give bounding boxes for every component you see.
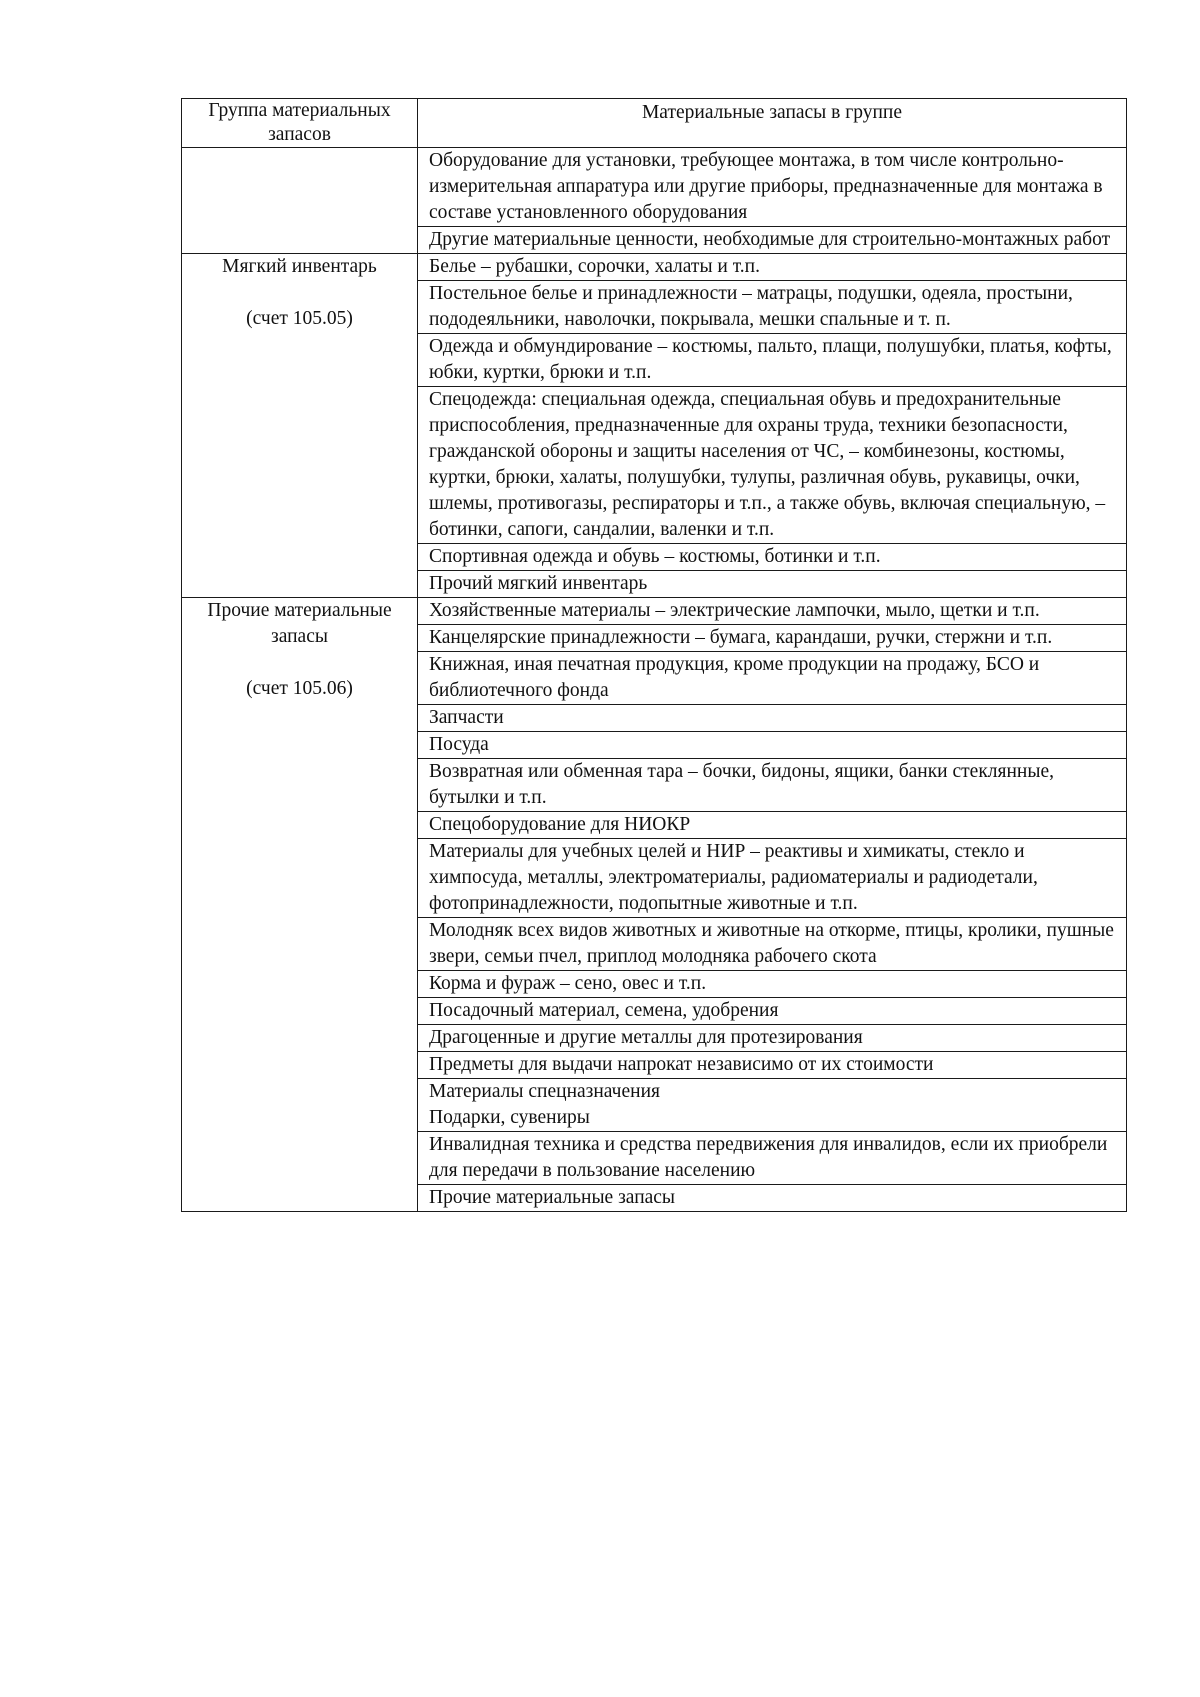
table-body (182, 148, 1127, 1212)
item-cell: Хозяйственные материалы – электрические лампочки, мыло, щетки и т.п. (418, 598, 1127, 625)
item-cell: Материалы для учебных целей и НИР – реактивы и химикаты, стекло и химпосуда, металлы, электроматериалы, радиоматериалы и радиодетали, фотопринадлежности, подопытные животные и т.п. (418, 839, 1127, 918)
item-cell: Корма и фураж – сено, овес и т.п. (418, 971, 1127, 998)
group-cell (182, 254, 418, 598)
item-cell: Постельное белье и принадлежности – матрацы, подушки, одеяла, простыни, пододеяльники, наволочки, покрывала, мешки спальные и т. п. (418, 281, 1127, 334)
group-cell (182, 598, 418, 1212)
item-cell: Материалы спецназначения Подарки, сувениры (418, 1079, 1127, 1132)
item-cell: Спецодежда: специальная одежда, специальная обувь и предохранительные приспособления, предназначенные для охраны труда, техники безопасности, гражданской обороны и защиты населения от ЧС, – комбинезоны, костюмы, куртки, брюки, халаты, полушубки, тулупы, различная обувь, рукавицы, очки, шлемы, противогазы, респираторы и т.п., а также обувь, включая специальную, – ботинки, сапоги, сандалии, валенки и т.п. (418, 387, 1127, 544)
item-cell: Прочий мягкий инвентарь (418, 571, 1127, 598)
item-cell: Книжная, иная печатная продукция, кроме продукции на продажу, БСО и библиотечного фонда (418, 652, 1127, 705)
materials-table (181, 98, 1127, 1212)
item-cell: Предметы для выдачи напрокат независимо от их стоимости (418, 1052, 1127, 1079)
item-cell: Оборудование для установки, требующее монтажа, в том числе контрольно-измерительная аппаратура или другие приборы, предназначенные для монтажа в составе установленного оборудования (418, 148, 1127, 227)
item-cell: Драгоценные и другие металлы для протезирования (418, 1025, 1127, 1052)
table-row (182, 254, 1127, 281)
item-cell: Запчасти (418, 705, 1127, 732)
header-group: Группа материальных запасов (182, 99, 418, 148)
item-cell: Спортивная одежда и обувь – костюмы, ботинки и т.п. (418, 544, 1127, 571)
item-cell: Другие материальные ценности, необходимые для строительно-монтажных работ (418, 227, 1127, 254)
item-cell: Молодняк всех видов животных и животные на откорме, птицы, кролики, пушные звери, семьи пчел, приплод молодняка рабочего скота (418, 918, 1127, 971)
item-cell: Одежда и обмундирование – костюмы, пальто, плащи, полушубки, платья, кофты, юбки, куртки, брюки и т.п. (418, 334, 1127, 387)
item-cell: Прочие материальные запасы (418, 1185, 1127, 1212)
table-row (182, 148, 1127, 227)
group-cell (182, 148, 418, 254)
group-name: Прочие материальные запасы (207, 600, 392, 647)
item-cell: Спецоборудование для НИОКР (418, 812, 1127, 839)
item-cell: Инвалидная техника и средства передвижения для инвалидов, если их приобрели для передачи в пользование населению (418, 1132, 1127, 1185)
item-cell: Посуда (418, 732, 1127, 759)
group-account: (счет 105.05) (246, 308, 353, 329)
table-row (182, 598, 1127, 625)
group-name: Мягкий инвентарь (222, 256, 377, 277)
item-cell: Посадочный материал, семена, удобрения (418, 998, 1127, 1025)
header-items: Материальные запасы в группе (418, 99, 1127, 148)
item-cell: Белье – рубашки, сорочки, халаты и т.п. (418, 254, 1127, 281)
table-header-row (182, 99, 1127, 148)
item-cell: Канцелярские принадлежности – бумага, карандаши, ручки, стержни и т.п. (418, 625, 1127, 652)
item-cell: Возвратная или обменная тара – бочки, бидоны, ящики, банки стеклянные, бутылки и т.п. (418, 759, 1127, 812)
group-account: (счет 105.06) (246, 678, 353, 699)
